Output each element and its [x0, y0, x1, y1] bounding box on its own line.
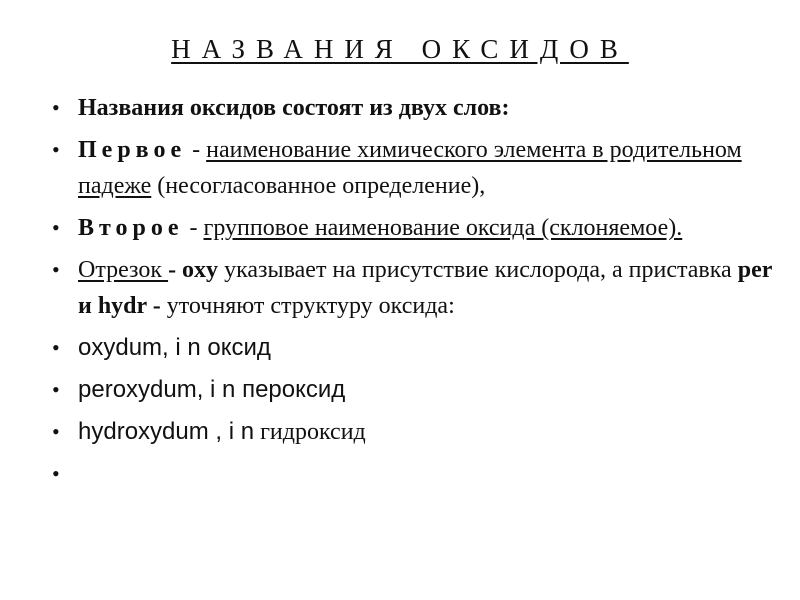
- russian-term-peroxide: пероксид: [235, 376, 346, 403]
- intro-text: Названия оксидов состоят из двух слов:: [78, 95, 510, 121]
- bullet-item-first-word: [48, 132, 778, 204]
- second-word-definition: групповое наименование оксида (склоняемое).: [203, 215, 683, 241]
- bullet-icon: •: [52, 95, 60, 120]
- latin-term-oxydum: oxydum, i n: [78, 334, 201, 361]
- first-word-definition: наименование химического элемента в родительном падеже: [78, 137, 742, 199]
- bullet-icon: •: [52, 419, 60, 444]
- segment-label: Отрезок: [78, 257, 169, 283]
- bullet-item-hydroxydum: [48, 414, 778, 450]
- bullet-icon: •: [52, 215, 60, 240]
- bullet-item-oxydum: [48, 330, 778, 366]
- term-second: Второе: [78, 215, 184, 241]
- bullet-list: [48, 90, 778, 486]
- russian-term-hydroxide: гидроксид: [254, 419, 366, 445]
- segment-text-2: уточняют структуру оксида:: [160, 293, 455, 319]
- dash: -: [183, 215, 204, 241]
- bullet-icon: •: [52, 461, 60, 486]
- slide-title: НАЗВАНИЯ ОКСИДОВ: [171, 34, 629, 64]
- term-first: Первое: [78, 137, 187, 163]
- bullet-icon: •: [52, 335, 60, 360]
- bullet-item-intro: [48, 90, 778, 126]
- russian-term-oxide: оксид: [200, 334, 271, 361]
- segment-oxy: - oxy: [168, 257, 219, 283]
- dash: -: [186, 137, 207, 163]
- bullet-item-second-word: [48, 210, 778, 246]
- first-word-note: (несогласованное определение),: [151, 173, 486, 199]
- bullet-icon: •: [52, 137, 60, 162]
- latin-term-peroxydum: peroxydum, i n: [78, 376, 236, 403]
- bullet-icon: •: [52, 257, 60, 282]
- segment-text-1: указывает на присутствие кислорода, а приставка: [218, 257, 738, 283]
- latin-term-hydroxydum: hydroxydum , i n: [78, 418, 255, 445]
- bullet-item-peroxydum: [48, 372, 778, 408]
- bullet-item-segment: [48, 252, 778, 324]
- segment-prefixes: per и hydr -: [78, 257, 772, 319]
- bullet-icon: •: [52, 377, 60, 402]
